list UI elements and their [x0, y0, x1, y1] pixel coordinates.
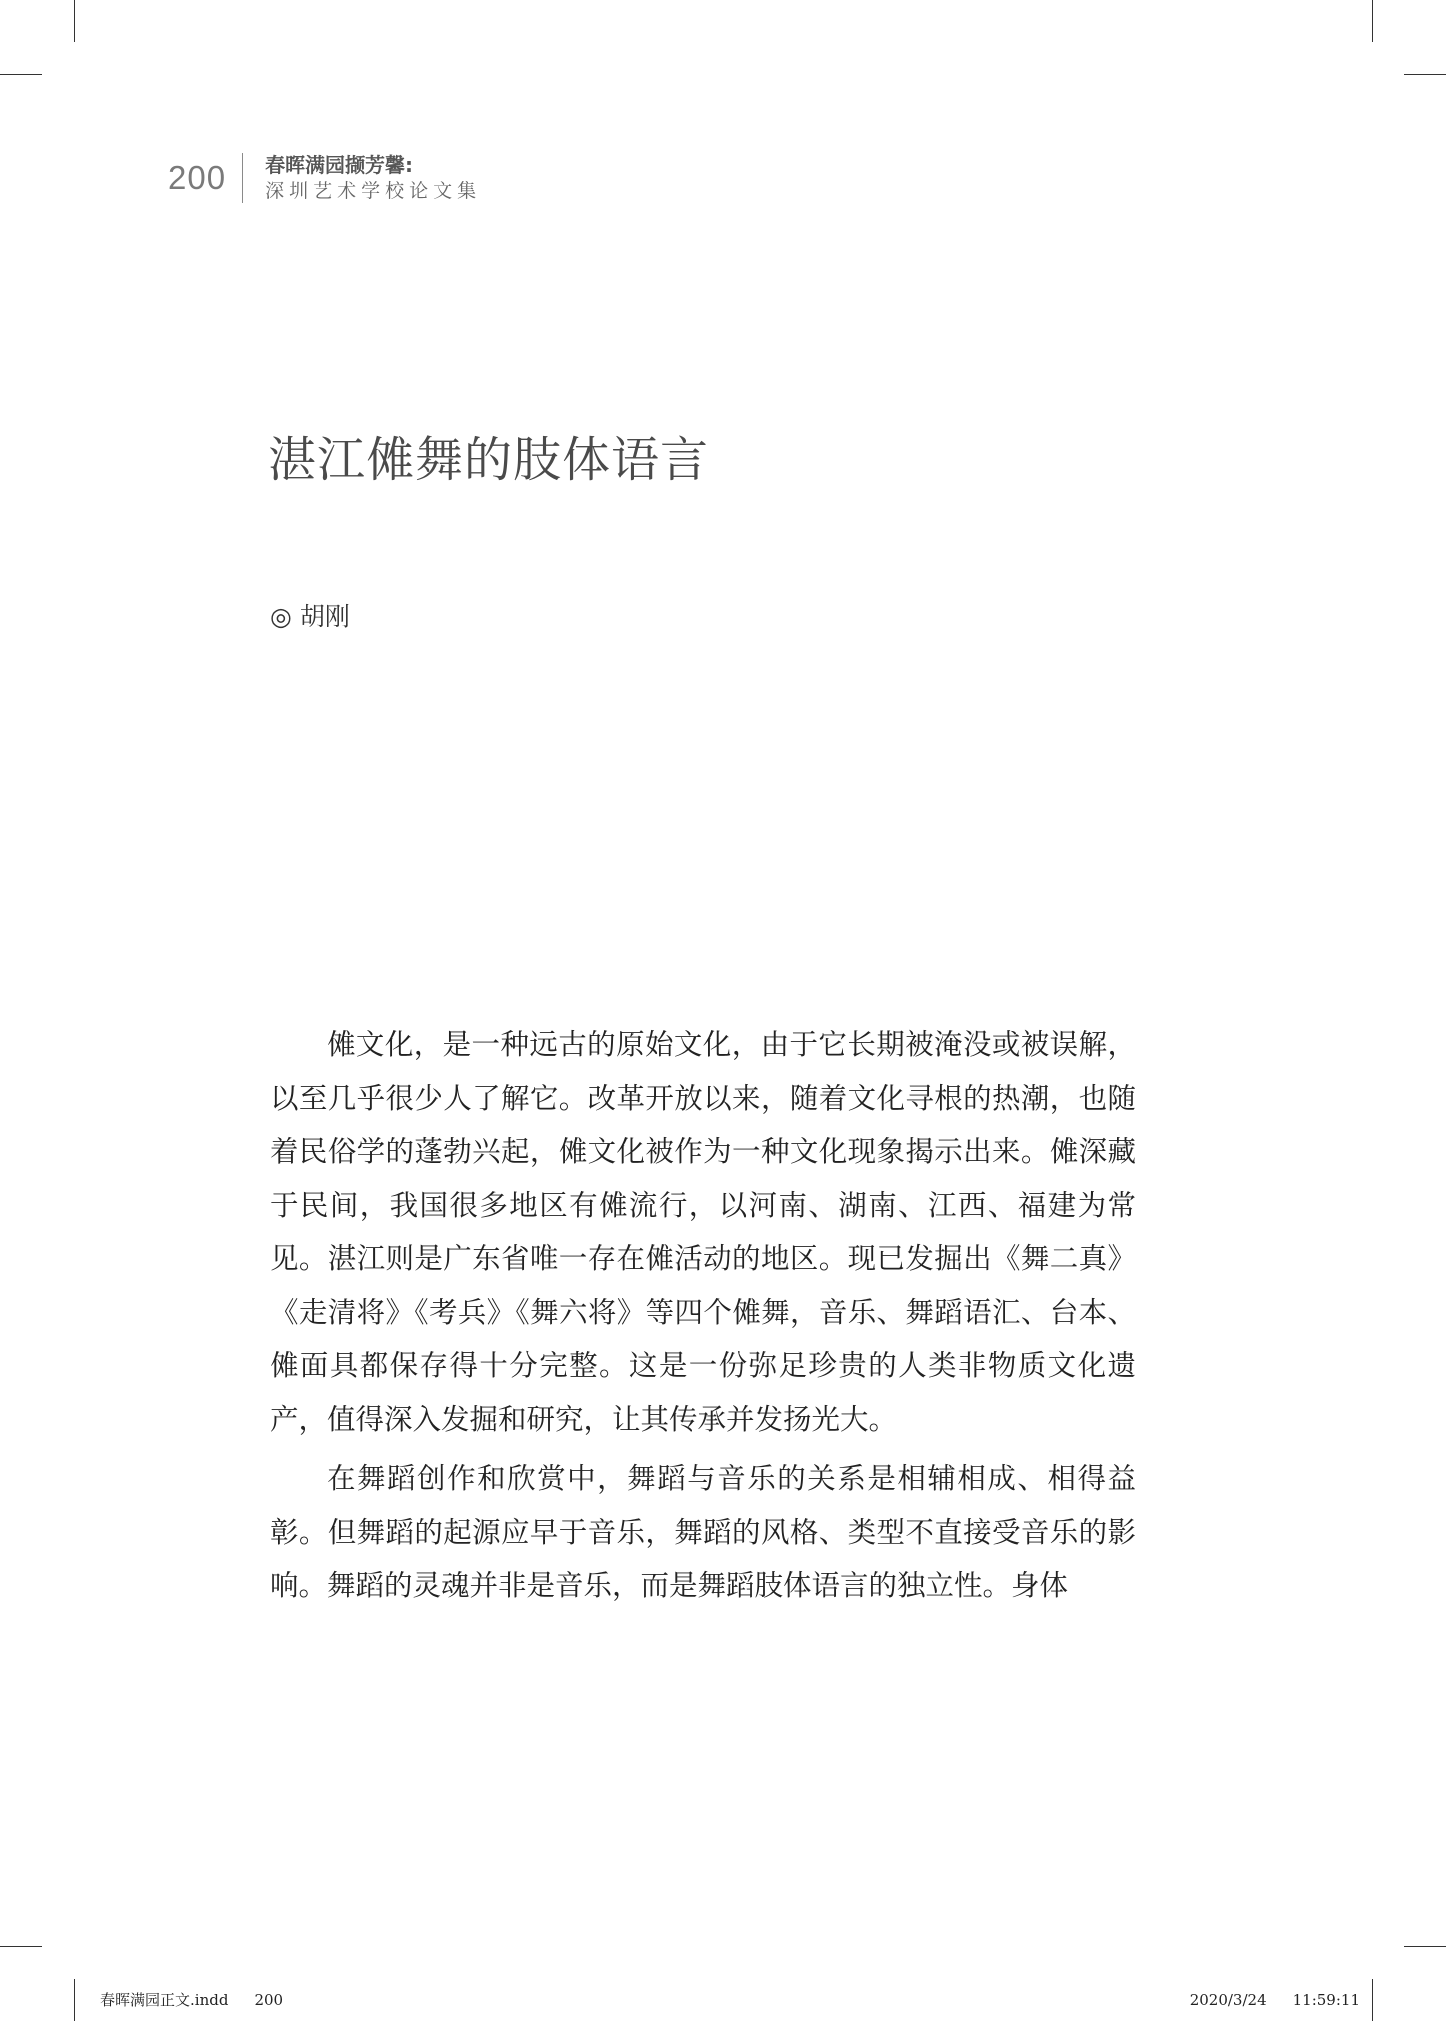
- slug-left: [100, 1990, 283, 2010]
- crop-mark-top-right-vertical: [1372, 0, 1373, 42]
- crop-mark-bottom-right-vertical: [1372, 1979, 1373, 2021]
- slug-page: 200: [254, 1991, 284, 2009]
- page-number: 200: [168, 159, 227, 196]
- slug-date: 2020/3/24: [1189, 1991, 1267, 2009]
- crop-mark-top-left-vertical: [74, 0, 75, 42]
- author-mark: ◎: [270, 602, 292, 631]
- book-subtitle: 深圳艺术学校论文集: [265, 180, 482, 202]
- author-line: [270, 600, 350, 634]
- book-title-block: [265, 152, 481, 204]
- crop-mark-top-right-horizontal: [1404, 74, 1446, 75]
- crop-mark-top-left-horizontal: [0, 74, 42, 75]
- slug-time: 11:59:11: [1292, 1991, 1360, 2009]
- author-name: 胡刚: [299, 602, 350, 631]
- crop-mark-bottom-right-horizontal: [1404, 1946, 1446, 1947]
- slug-file-name: 春晖满园正文.indd: [100, 1991, 229, 2009]
- slug-right: [1190, 1990, 1360, 2010]
- body-paragraph: 在舞蹈创作和欣赏中，舞蹈与音乐的关系是相辅相成、相得益彰。但舞蹈的起源应早于音乐，舞蹈的风格、类型不直接受音乐的影响。舞蹈的灵魂并非是音乐，而是舞蹈肢体语言的独立性。身体: [270, 1462, 1136, 1602]
- article-body: [270, 1018, 1136, 1619]
- crop-mark-bottom-left-horizontal: [0, 1946, 42, 1947]
- body-paragraph: 傩文化，是一种远古的原始文化，由于它长期被淹没或被误解，以至几乎很少人了解它。改革开放以来，随着文化寻根的热潮，也随着民俗学的蓬勃兴起，傩文化被作为一种文化现象揭示出来。傩深藏于民间，我国很多地区有傩流行，以河南、湖南、江西、福建为常见。湛江则是广东省唯一存在傩活动的地区。现已发掘出《舞二真》《走清将》《考兵》《舞六将》等四个傩舞，音乐、舞蹈语汇、台本、傩面具都保存得十分完整。这是一份弥足珍贵的人类非物质文化遗产，值得深入发掘和研究，让其传承并发扬光大。: [270, 1028, 1136, 1436]
- crop-mark-bottom-left-vertical: [74, 1979, 75, 2021]
- article-title: 湛江傩舞的肢体语言: [268, 432, 710, 488]
- running-head: [168, 150, 481, 206]
- running-head-divider: [242, 153, 243, 203]
- book-title: 春晖满园撷芳馨:: [265, 153, 414, 177]
